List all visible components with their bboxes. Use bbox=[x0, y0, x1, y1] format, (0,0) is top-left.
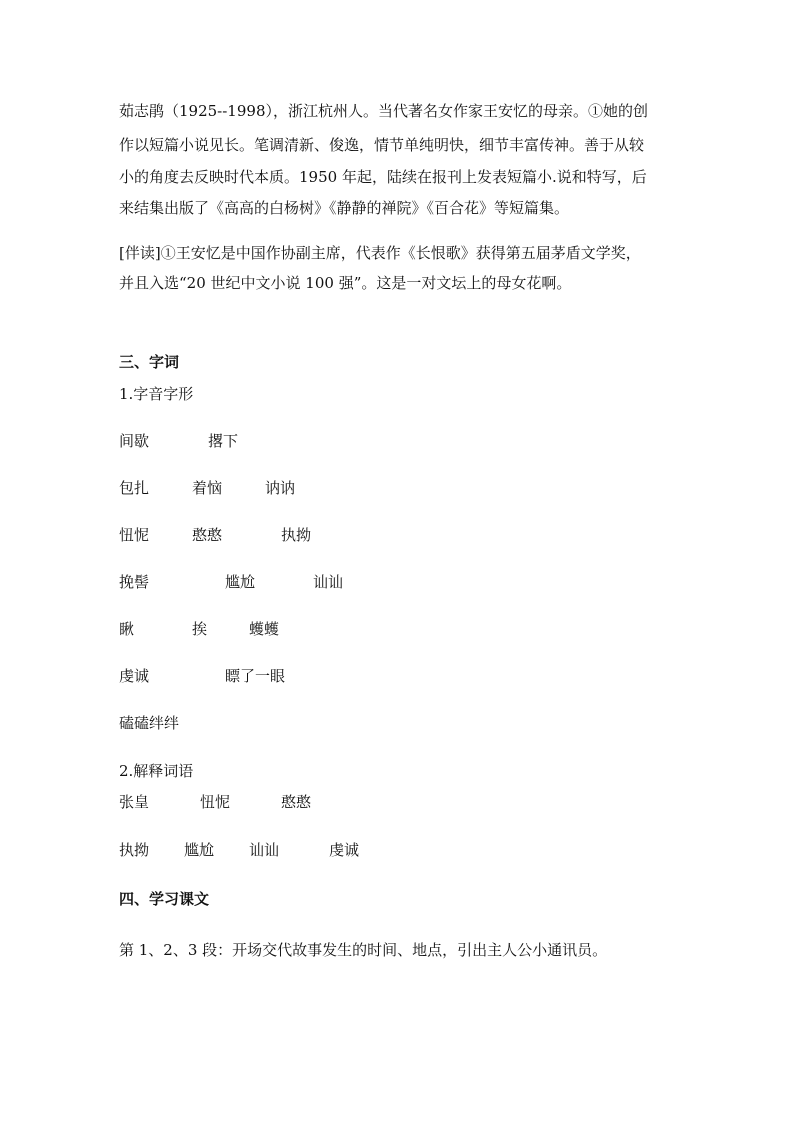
word-cell: 着恼 bbox=[192, 479, 223, 497]
word-cell: 蠖蠖 bbox=[249, 620, 280, 638]
word-cell: 虔诚 bbox=[119, 667, 150, 685]
word-cell: 瞅 bbox=[119, 620, 135, 638]
explain-word-cell: 忸怩 bbox=[200, 793, 231, 811]
word-cell: 撂下 bbox=[208, 432, 239, 450]
word-cell: 执拗 bbox=[281, 526, 312, 544]
section-4-para-1: 第 1、2、3 段：开场交代故事发生的时间、地点，引出主人公小通讯员。 bbox=[119, 941, 608, 959]
word-cell: 尴尬 bbox=[225, 573, 256, 591]
word-cell: 讪讪 bbox=[313, 573, 344, 591]
explain-word-cell: 张皇 bbox=[119, 793, 150, 811]
bio-line-3: 小的角度去反映时代本质。1950 年起，陆续在报刊上发表短篇小.说和特写，后 bbox=[119, 168, 647, 186]
explain-word-cell: 憨憨 bbox=[281, 793, 312, 811]
section-3-sub-1: 1.字音字形 bbox=[119, 385, 194, 403]
word-cell: 忸怩 bbox=[119, 526, 150, 544]
explain-word-cell: 虔诚 bbox=[329, 841, 360, 859]
explain-word-cell: 尴尬 bbox=[184, 841, 215, 859]
bio-line-1: 茹志鹃（1925--1998），浙江杭州人。当代著名女作家王安忆的母亲。①她的创 bbox=[119, 102, 648, 120]
word-cell: 憨憨 bbox=[192, 526, 223, 544]
section-3-heading: 三、字词 bbox=[119, 353, 180, 371]
note-line-1: [伴读]①王安忆是中国作协副主席，代表作《长恨歌》获得第五届茅盾文学奖， bbox=[119, 244, 641, 262]
note-line-2: 并且入选“20 世纪中文小说 100 强”。这是一对文坛上的母女花啊。 bbox=[119, 274, 572, 292]
word-cell: 间歇 bbox=[119, 432, 150, 450]
word-cell: 包扎 bbox=[119, 479, 150, 497]
section-3-sub-2: 2.解释词语 bbox=[119, 762, 194, 780]
bio-line-2: 作以短篇小说见长。笔调清新、俊逸，情节单纯明快，细节丰富传神。善于从较 bbox=[119, 136, 645, 154]
explain-word-cell: 执拗 bbox=[119, 841, 150, 859]
word-cell: 磕磕绊绊 bbox=[119, 714, 180, 732]
word-cell: 讷讷 bbox=[265, 479, 296, 497]
section-4-heading: 四、学习课文 bbox=[119, 890, 210, 908]
bio-line-4: 来结集出版了《高高的白杨树》《静静的禅院》《百合花》等短篇集。 bbox=[119, 199, 570, 217]
word-cell: 瞟了一眼 bbox=[225, 667, 286, 685]
explain-word-cell: 讪讪 bbox=[249, 841, 280, 859]
word-cell: 挽髻 bbox=[119, 573, 150, 591]
word-cell: 挨 bbox=[192, 620, 208, 638]
